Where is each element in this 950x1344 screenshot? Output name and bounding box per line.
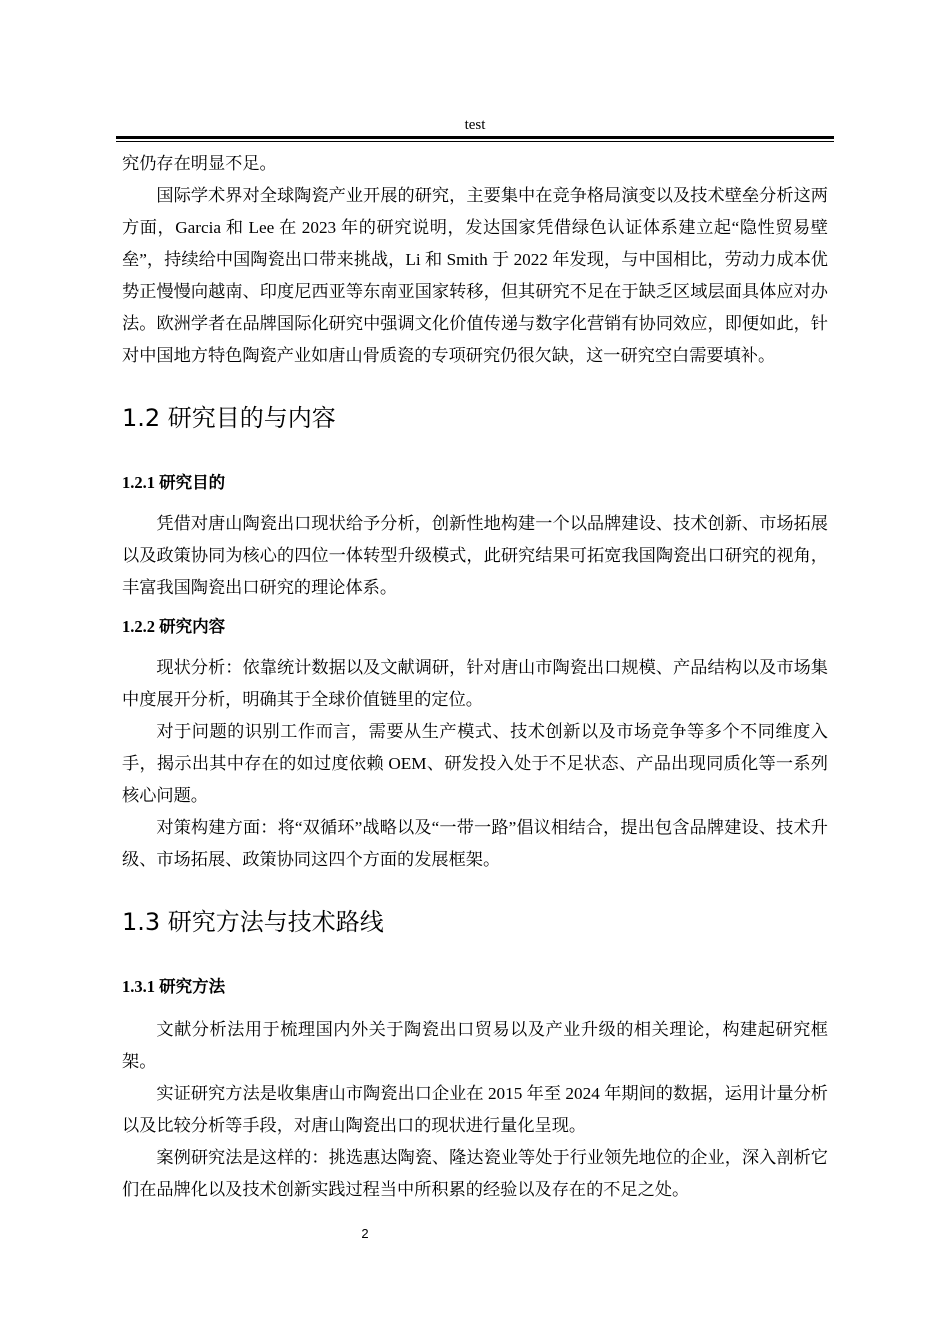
paragraph-research-purpose: 凭借对唐山陶瓷出口现状给予分析，创新性地构建一个以品牌建设、技术创新、市场拓展以及政策协同为核心的四位一体转型升级模式，此研究结果可拓宽我国陶瓷出口研究的视角，丰富我国陶瓷出口研究的理论体系。 <box>122 514 828 597</box>
paragraph-countermeasures: 对策构建方面：将“双循环”战略以及“一带一路”倡议相结合，提出包含品牌建设、技术升级、市场拓展、政策协同这四个方面的发展框架。 <box>122 818 828 869</box>
heading-1-2-1: 1.2.1 研究目的 <box>122 473 226 492</box>
heading-1-3: 1.3 研究方法与技术路线 <box>122 908 384 936</box>
paragraph-problem-identification: 对于问题的识别工作而言，需要从生产模式、技术创新以及市场竞争等多个不同维度入手，揭示出其中存在的如过度依赖 OEM、研发投入处于不足状态、产品出现同质化等一系列核心问题。 <box>122 722 828 805</box>
paragraph-literature-method: 文献分析法用于梳理国内外关于陶瓷出口贸易以及产业升级的相关理论，构建起研究框架。 <box>122 1020 828 1071</box>
paragraph-continuation: 究仍存在明显不足。 <box>122 154 277 173</box>
header-rule-thick <box>116 136 834 139</box>
paragraph-empirical-method: 实证研究方法是收集唐山市陶瓷出口企业在 2015 年至 2024 年期间的数据，运用计量分析以及比较分析等手段，对唐山陶瓷出口的现状进行量化呈现。 <box>122 1084 828 1135</box>
heading-1-2-2: 1.2.2 研究内容 <box>122 617 226 636</box>
paragraph-international-research: 国际学术界对全球陶瓷产业开展的研究，主要集中在竞争格局演变以及技术壁垒分析这两方面，Garcia 和 Lee 在 2023 年的研究说明，发达国家凭借绿色认证体系建立起“隐性贸易壁垒”，持续给中国陶瓷出口带来挑战，Li 和 Smith 于 2022 年发现，与中国相比，劳动力成本优势正慢慢向越南、印度尼西亚等东南亚国家转移，但其研究不足在于缺乏区域层面具体应对办法。欧洲学者在品牌国际化研究中强调文化价值传递与数字化营销有协同效应，即便如此，针对中国地方特色陶瓷产业如唐山骨质瓷的专项研究仍很欠缺，这一研究空白需要填补。 <box>122 186 828 365</box>
page-number: 2 <box>361 1226 369 1241</box>
header-rule-thin <box>116 141 834 142</box>
heading-1-2: 1.2 研究目的与内容 <box>122 404 336 432</box>
heading-1-3-1: 1.3.1 研究方法 <box>122 977 226 996</box>
page-header: test <box>464 117 486 133</box>
paragraph-status-analysis: 现状分析：依靠统计数据以及文献调研，针对唐山市陶瓷出口规模、产品结构以及市场集中度展开分析，明确其于全球价值链里的定位。 <box>122 658 828 709</box>
paragraph-case-method: 案例研究法是这样的：挑选惠达陶瓷、隆达瓷业等处于行业领先地位的企业，深入剖析它们在品牌化以及技术创新实践过程当中所积累的经验以及存在的不足之处。 <box>122 1148 828 1199</box>
page-body <box>122 148 828 1206</box>
